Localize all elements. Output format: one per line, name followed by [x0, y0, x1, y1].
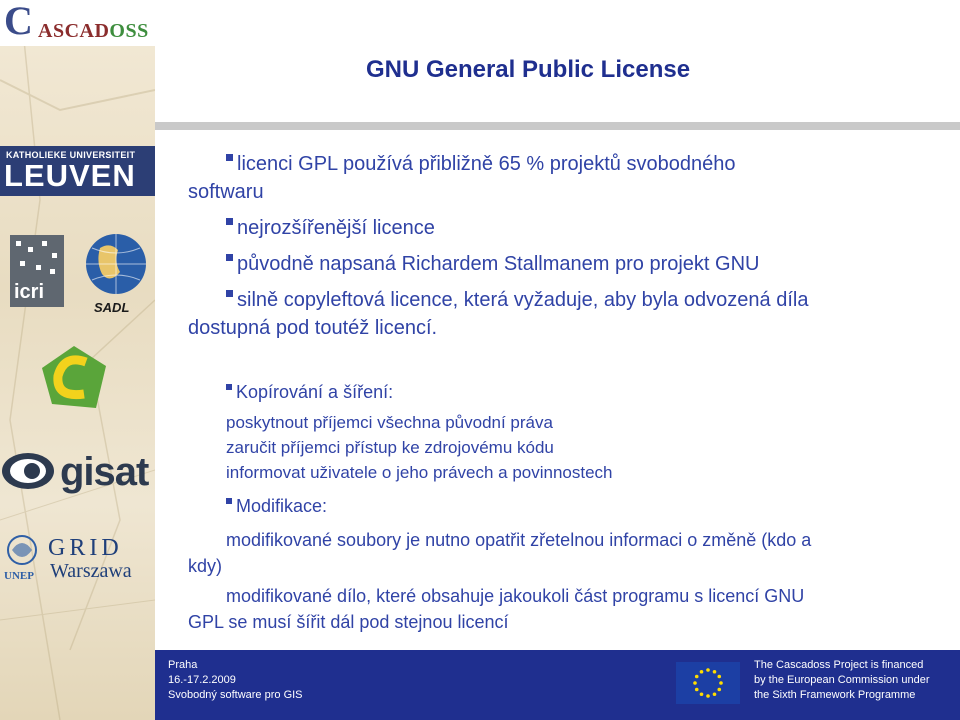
- copy-line: zaručit příjemci přístup ke zdrojovému kódu: [226, 438, 554, 457]
- eu-star: [695, 688, 699, 692]
- footer-funding-line1: The Cascadoss Project is financed: [754, 659, 924, 671]
- sadl-logo: [80, 228, 150, 318]
- mod-item: modifikované dílo, které obsahuje jakoukoli část programu s licencí GNU GPL se musí šířit dál pod stejnou licencí: [188, 586, 805, 632]
- copy-line: informovat uživatele o jeho právech a povinnostech: [226, 463, 613, 482]
- footer-funding-line2: by the European Commission under: [754, 674, 930, 686]
- footer-event: Svobodný software pro GIS: [168, 689, 303, 701]
- icri-dots-icon: [10, 235, 64, 279]
- slide-title: GNU General Public License: [365, 56, 691, 83]
- eu-star: [700, 692, 704, 696]
- footer-date: 16.-17.2.2009: [168, 674, 236, 686]
- cascadoss-c-mark-icon: [34, 338, 114, 418]
- eu-star: [706, 668, 710, 672]
- globe-icon: [80, 228, 150, 300]
- icri-logo: [10, 235, 64, 307]
- bullet-square-icon: [226, 254, 233, 261]
- bullet-square-icon: [226, 154, 233, 161]
- leuven-logo: [0, 146, 155, 196]
- copy-line: poskytnout příjemci všechna původní práva: [226, 413, 553, 432]
- icri-label: icri: [14, 281, 45, 303]
- cascadoss-wordmark: ASCADOSS: [38, 20, 149, 42]
- bullet-item: nejrozšířenější licence: [188, 214, 928, 242]
- bullet-square-icon: [226, 290, 233, 297]
- unep-wreath-icon: [2, 532, 42, 570]
- eu-star: [695, 675, 699, 679]
- bullet-item: licenci GPL používá přibližně 65 % projektů svobodného softwaru: [188, 153, 736, 203]
- footer-event-info: [168, 658, 303, 703]
- eu-star: [717, 675, 721, 679]
- eu-star: [713, 670, 717, 674]
- title-divider: [155, 122, 960, 130]
- leuven-line2: LEUVEN: [4, 158, 136, 193]
- warszawa-label: Warszawa: [50, 560, 132, 582]
- mod-item: modifikované soubory je nutno opatřit zřetelnou informaci o změně (kdo a kdy): [188, 530, 812, 576]
- bullet-item: silně copyleftová licence, která vyžaduje, aby byla odvozená díla dostupná pod toutéž licencí.: [188, 289, 809, 339]
- section-heading-copy: Kopírování a šíření:: [226, 382, 393, 403]
- eu-star: [700, 670, 704, 674]
- bullet-square-icon: [226, 498, 232, 504]
- eu-star: [693, 681, 697, 685]
- grid-warszawa-logo: [48, 536, 152, 584]
- leuven-line1: KATHOLIEKE UNIVERSITEIT: [6, 150, 136, 160]
- gisat-label: gisat: [60, 450, 149, 494]
- eu-stars: [676, 662, 740, 704]
- sadl-label: SADL: [94, 300, 130, 315]
- eu-star: [713, 692, 717, 696]
- footer-city: Praha: [168, 659, 198, 671]
- unep-logo: [2, 532, 42, 584]
- bullet-square-icon: [226, 384, 232, 390]
- section-heading-mod: Modifikace:: [226, 496, 327, 517]
- footer-funding-info: [754, 658, 929, 703]
- cascadoss-c-icon: C: [4, 0, 33, 43]
- grid-label: GRID: [48, 535, 123, 561]
- gisat-eye-icon: [0, 446, 60, 496]
- cascadoss-logo: [0, 0, 155, 46]
- unep-label: UNEP: [4, 570, 34, 582]
- bullet-item: původně napsaná Richardem Stallmanem pro projekt GNU: [188, 250, 928, 278]
- eu-flag-icon: [676, 662, 740, 704]
- bullet-square-icon: [226, 218, 233, 225]
- footer-funding-line3: the Sixth Framework Programme: [754, 689, 916, 701]
- green-c-logo: [34, 338, 114, 418]
- eu-star: [706, 694, 710, 698]
- eu-star: [717, 688, 721, 692]
- gisat-logo: [0, 446, 155, 496]
- eu-star: [719, 681, 723, 685]
